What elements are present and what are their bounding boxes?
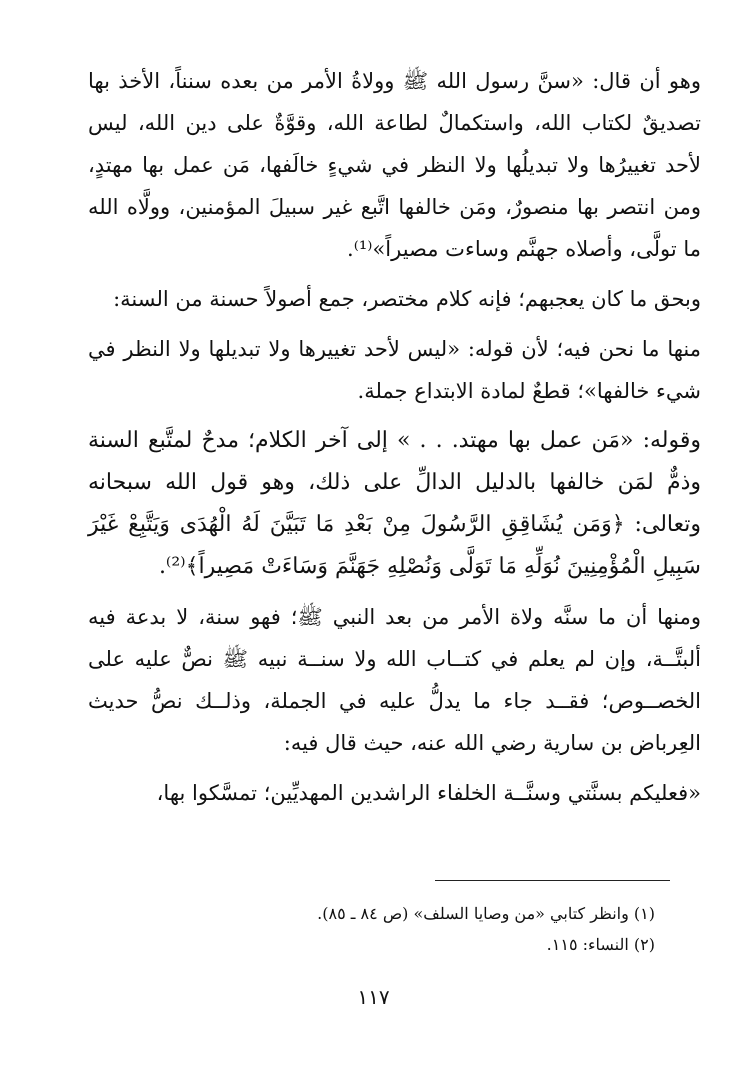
- paragraph-hadith-irbad: «فعليكم بسنَّتي وسنَّــة الخلفاء الراشدين المهديِّين؛ تمسَّكوا بها،: [156, 781, 701, 805]
- main-text: [88, 60, 701, 822]
- footnotes: [88, 898, 655, 960]
- footnote-divider: [435, 880, 670, 881]
- page-number: ١١٧: [357, 985, 390, 1009]
- paragraph-first-point: منها ما نحن فيه؛ لأن قوله: «ليس لأحد تغييرها ولا تبديلها ولا النظر في شيء خالفها»؛ قطعٌ لمادة الابتداع جملة.: [88, 337, 701, 403]
- paragraph-commentary: وبحق ما كان يعجبهم؛ فإنه كلام مختصر، جمع أصولاً حسنة من السنة:: [113, 287, 701, 311]
- footnote-1: (١) وانظر كتابي «من وصايا السلف» (ص ٨٤ ـ ٨٥).: [317, 904, 655, 923]
- paragraph-second-point: ومنها أن ما سنَّه ولاة الأمر من بعد النبي ﷺ؛ فهو سنة، لا بدعة فيه ألبتَّــة، وإن لم يعلم في كتــاب الله ولا سنــة نبيه ﷺ نصٌّ عليه على الخصــوص؛ فقــد جاء ما يدلُّ عليه في الجملة، وذلــك نصُّ حديث العِرباض بن سارية رضي الله عنه، حيث قال فيه:: [88, 605, 702, 755]
- paragraph-quran-verse: وقوله: «مَن عمل بها مهتد. . . » إلى آخر الكلام؛ مدحٌ لمتَّبع السنة وذمٌّ لمَن خالفها بالدليل الدالِّ على ذلك، وهو قول الله سبحانه وتعالى: ﴿وَمَن يُشَاقِقِ الرَّسُولَ مِنْ بَعْدِ مَا تَبَيَّنَ لَهُ الْهُدَى وَيَتَّبِعْ غَيْرَ سَبِيلِ الْمُؤْمِنِينَ نُوَلِّهِ مَا تَوَلَّى وَنُصْلِهِ جَهَنَّمَ وَسَاءَتْ مَصِيراً﴾⁽²⁾.: [88, 428, 701, 579]
- footnote-2: (٢) النساء: ١١٥.: [546, 935, 655, 954]
- paragraph-hadith-quote: وهو أن قال: «سنَّ رسول الله ﷺ وولاةُ الأمر من بعده سنناً، الأخذ بها تصديقٌ لكتاب الله، واستكمالٌ لطاعة الله، وقوَّةٌ على دين الله، ليس لأحد تغييرُها ولا تبديلُها ولا النظر في شيءٍ خالَفها، مَن عمل بها مهتدٍ، ومن انتصر بها منصورٌ، ومَن خالفها اتَّبع غير سبيلَ المؤمنين، وولَّاه الله ما تولَّى، وأصلاه جهنَّم وساءت مصيراً»⁽¹⁾.: [88, 69, 701, 261]
